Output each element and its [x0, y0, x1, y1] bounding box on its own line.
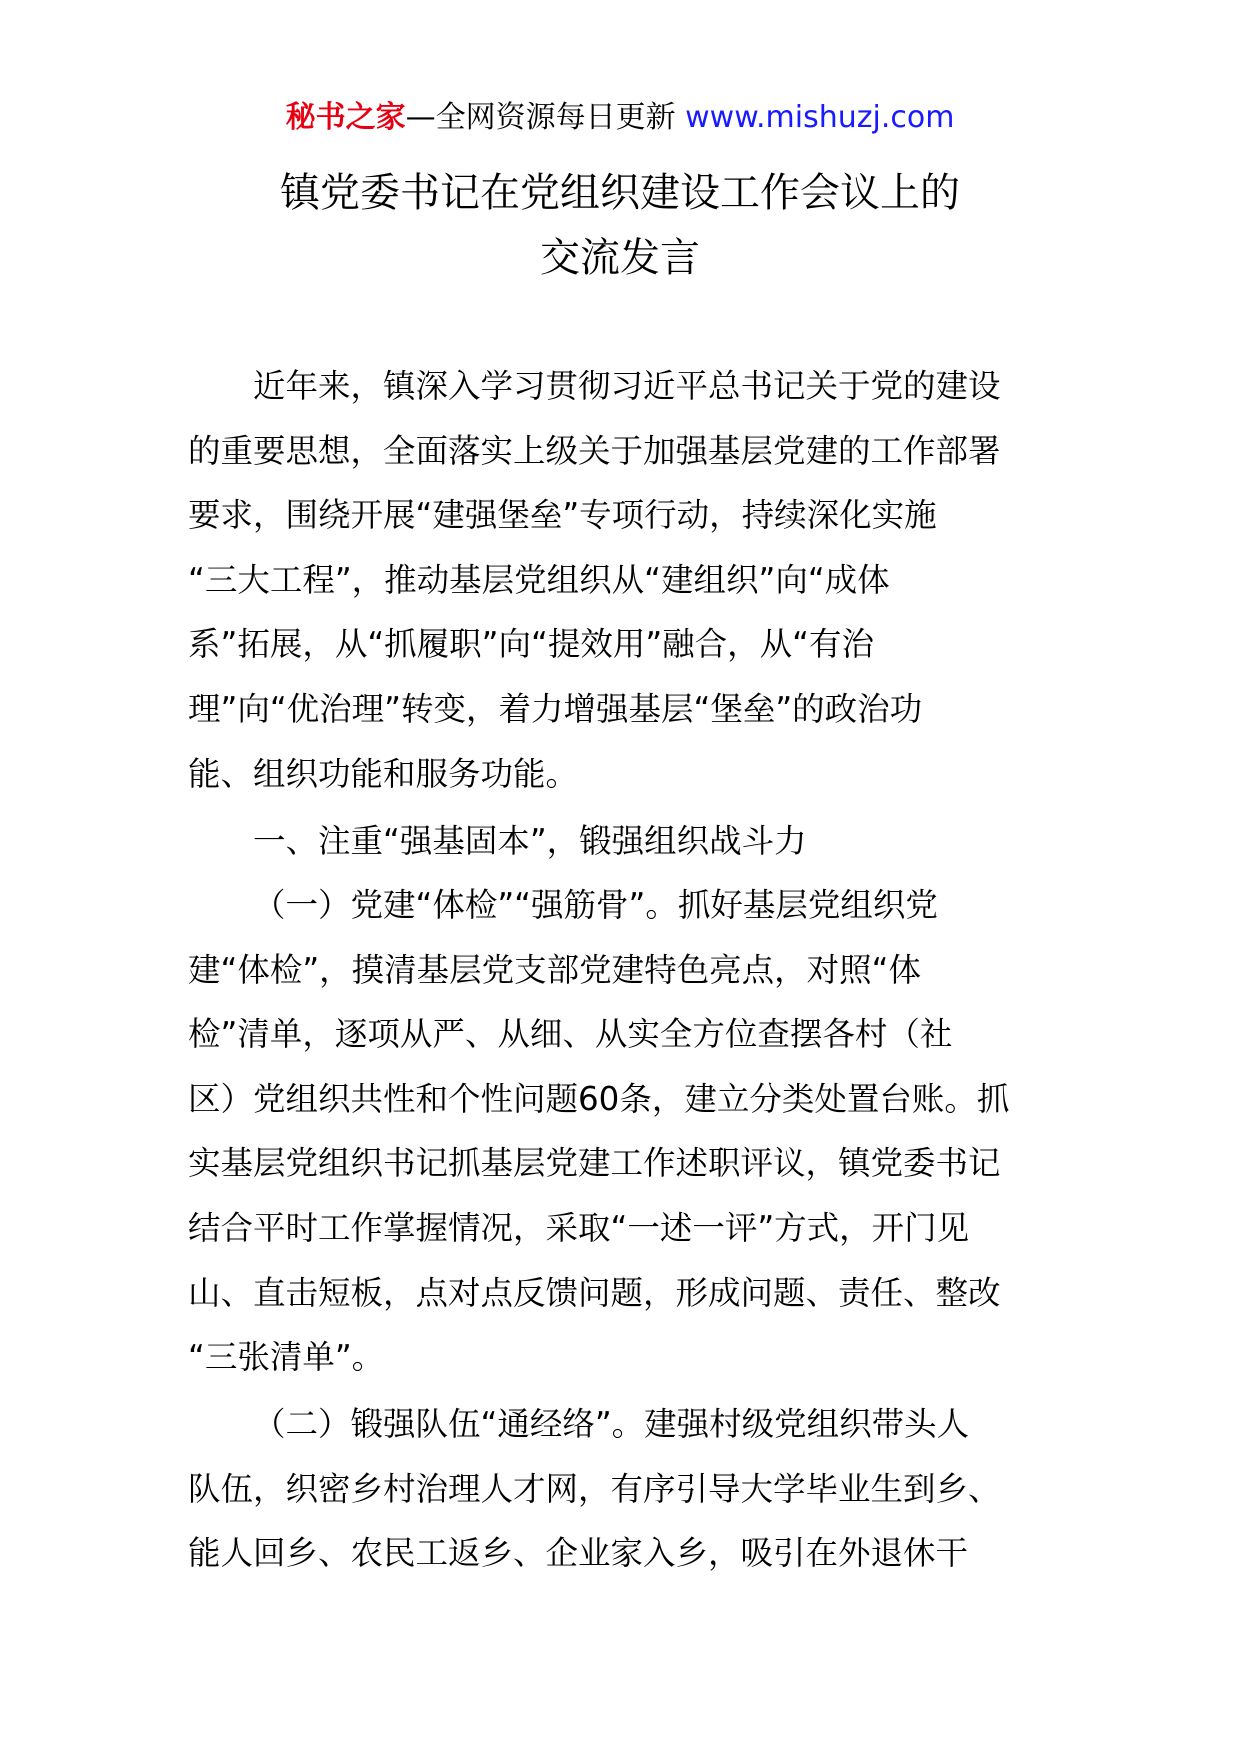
paragraph-line: 的重要思想，全面落实上级关于加强基层党建的工作部署 — [188, 431, 1001, 470]
document-title-line-2: 交流发言 — [540, 235, 700, 281]
section-heading-text: 一、注重“强基固本”，锻强组织战斗力 — [253, 822, 807, 860]
paragraph-intro — [188, 354, 1054, 806]
paragraph-line: 建“体检”，摸清基层党支部党建特色亮点，对照“体 — [188, 950, 922, 989]
document-title-line-1: 镇党委书记在党组织建设工作会议上的 — [280, 170, 960, 216]
paragraph-line: 能、组织功能和服务功能。 — [188, 754, 579, 793]
paragraph-section-1-2 — [188, 1392, 1054, 1586]
paragraph-line: 近年来，镇深入学习贯彻习近平总书记关于党的建设 — [253, 367, 1001, 405]
header-tagline: —全网资源每日更新 — [405, 100, 686, 135]
paragraph-line: 理”向“优治理”转变，着力增强基层“堡垒”的政治功 — [188, 689, 923, 728]
paragraph-line: 检”清单，逐项从严、从细、从实全方位查摆各村（社 — [188, 1015, 953, 1054]
paragraph-line: 能人回乡、农民工返乡、企业家入乡，吸引在外退休干 — [188, 1534, 969, 1573]
site-url-link[interactable]: www.mishuzj.com — [685, 100, 955, 135]
paragraph-line: （一）党建“体检”“强筋骨”。抓好基层党组织党 — [253, 886, 938, 924]
paragraph-line: 实基层党组织书记抓基层党建工作述职评议，镇党委书记 — [188, 1144, 1001, 1183]
paragraph-line: 区）党组织共性和个性问题60条，建立分类处置台账。抓 — [188, 1079, 1010, 1118]
paragraph-section-1-1 — [188, 873, 1054, 1390]
section-heading — [188, 809, 1054, 874]
brand-name: 秘书之家 — [285, 100, 406, 135]
paragraph-line: “三大工程”，推动基层党组织从“建组织”向“成体 — [188, 560, 890, 599]
paragraph-line: 队伍，织密乡村治理人才网，有序引导大学毕业生到乡、 — [188, 1469, 1001, 1508]
paragraph-line: 要求，围绕开展“建强堡垒”专项行动，持续深化实施 — [188, 496, 937, 535]
paragraph-line: （二）锻强队伍“通经络”。建强村级党组织带头人 — [253, 1405, 970, 1443]
site-header — [0, 98, 1240, 138]
paragraph-line: 系”拓展，从“抓履职”向“提效用”融合，从“有治 — [188, 625, 875, 664]
paragraph-line: 结合平时工作掌握情况，采取“一述一评”方式，开门见 — [188, 1208, 970, 1247]
paragraph-line: “三张清单”。 — [188, 1338, 385, 1377]
paragraph-line: 山、直击短板，点对点反馈问题，形成问题、责任、整改 — [188, 1273, 1001, 1312]
